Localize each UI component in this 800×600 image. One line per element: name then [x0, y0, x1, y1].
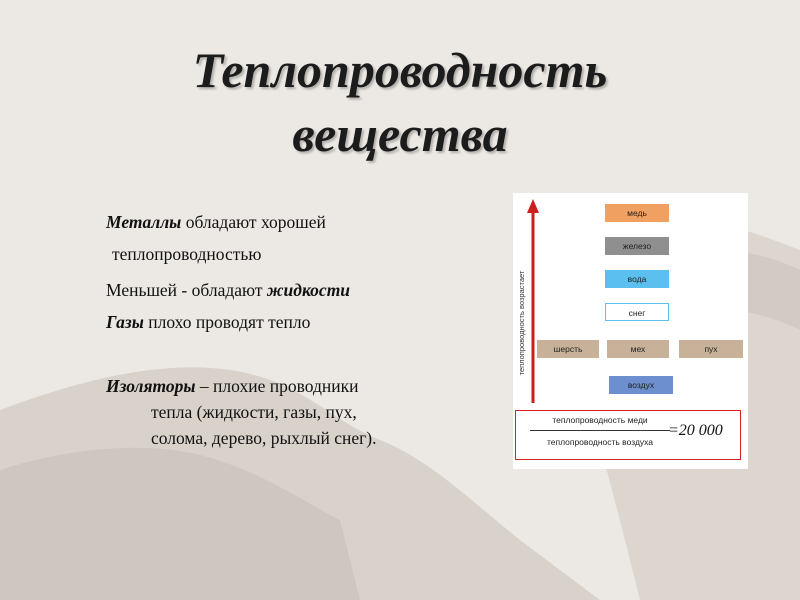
ratio-formula: [515, 410, 741, 460]
bullet-gases: [106, 312, 310, 333]
bullet-liquids: [106, 280, 350, 301]
formula-result: =20 000: [668, 422, 723, 439]
material-iron: железо: [605, 237, 669, 255]
insulators-rest: – плохие проводники: [195, 376, 359, 396]
material-water: вода: [605, 270, 669, 288]
bullet-metals-cont: теплопроводностью: [112, 244, 262, 264]
bold-metals: Металлы: [106, 212, 182, 232]
formula-numerator: теплопроводность меди: [552, 415, 648, 425]
bold-insulators: Изоляторы: [106, 376, 196, 396]
gases-rest: плохо проводят тепло: [143, 312, 311, 332]
material-down: пух: [679, 340, 743, 358]
material-copper: медь: [605, 204, 669, 222]
bullet-metals: [106, 212, 326, 233]
material-air: воздух: [609, 376, 673, 394]
formula-denominator: теплопроводность воздуха: [546, 437, 654, 447]
bullet-insulators: [106, 376, 358, 397]
liquids-start: Меньшей - обладают: [106, 280, 267, 300]
title-line-1: Теплопроводность: [192, 42, 608, 98]
slide-title: [0, 38, 800, 166]
bullet-insulators-cont-1: тепла (жидкости, газы, пух,: [151, 402, 357, 422]
bullet-insulators-cont-2: солома, дерево, рыхлый снег).: [151, 428, 377, 448]
title-line-2: вещества: [292, 106, 508, 162]
material-snow: снег: [605, 303, 669, 321]
bold-liquids: жидкости: [266, 280, 351, 300]
axis-label: теплопроводность возрастает: [517, 270, 526, 376]
bold-gases: Газы: [106, 312, 144, 332]
conductivity-diagram: [513, 193, 748, 469]
material-fur: мех: [607, 340, 669, 358]
metals-rest: обладают хорошей: [181, 212, 326, 232]
fraction-bar: [530, 430, 670, 431]
material-wool: шерсть: [537, 340, 599, 358]
